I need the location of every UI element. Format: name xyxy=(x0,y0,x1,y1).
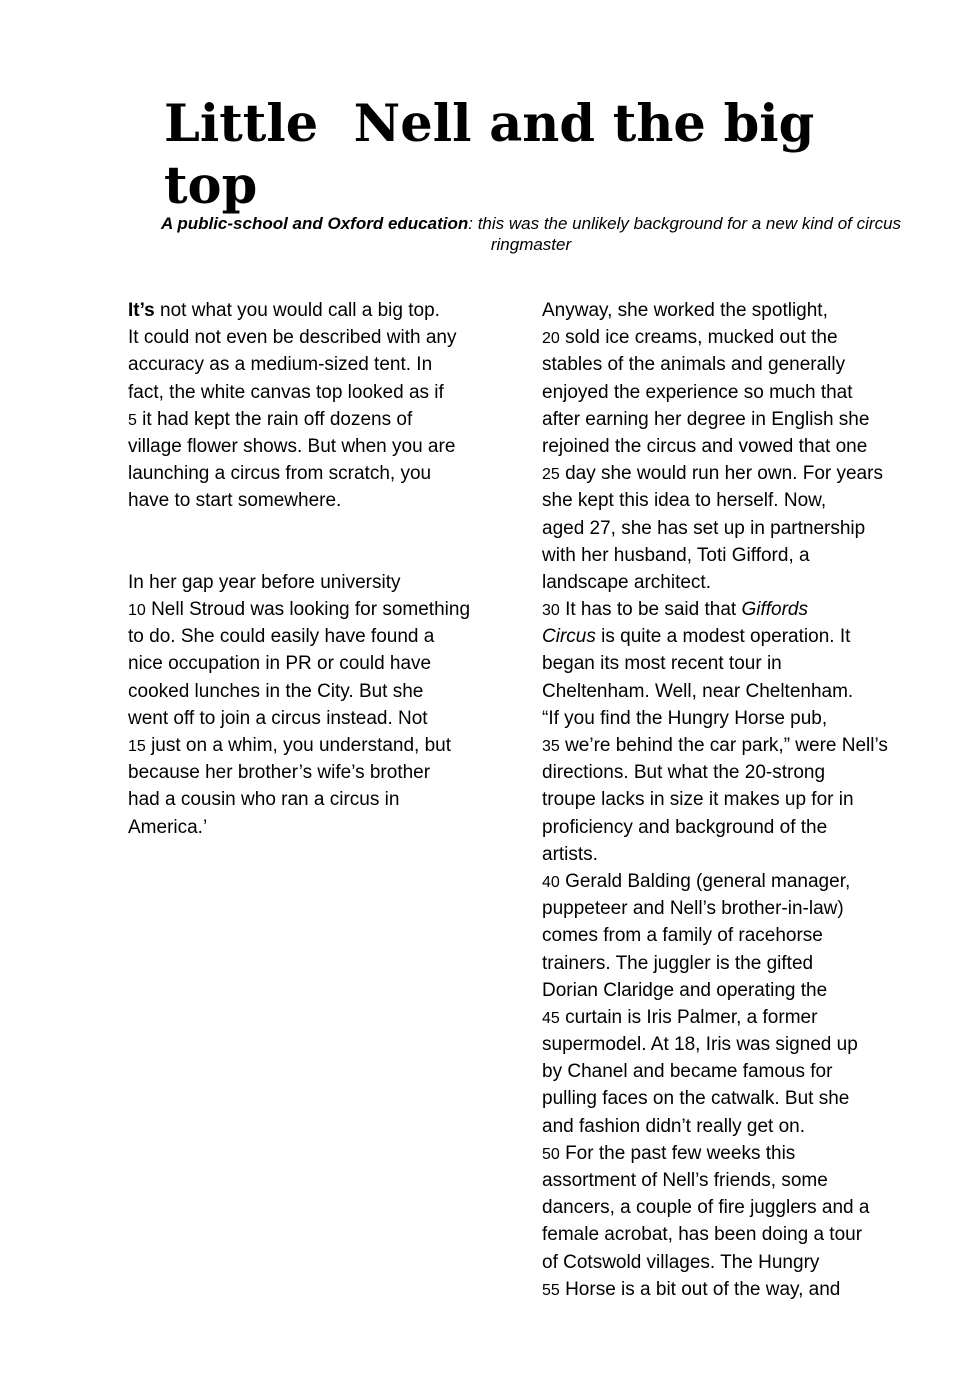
text-line xyxy=(542,596,942,623)
line-text: nice occupation in PR or could have xyxy=(128,653,432,675)
line-text: assortment of Nell’s friends, some xyxy=(542,1170,828,1191)
text-line xyxy=(542,297,942,324)
text-line xyxy=(128,487,498,514)
line-text: began its most recent tour in xyxy=(542,653,782,675)
text-line xyxy=(542,922,942,949)
italic-text: Circus xyxy=(542,626,596,648)
left-column xyxy=(128,297,498,841)
line-text: artists. xyxy=(542,843,598,865)
text-line xyxy=(542,868,942,895)
line-text: we’re behind the car park,” were Nell’s xyxy=(559,735,888,756)
text-line xyxy=(542,623,942,650)
right-column xyxy=(542,297,942,1303)
line-text: dancers, a couple of fire jugglers and a xyxy=(542,1197,870,1219)
line-text: to do. She could easily have found a xyxy=(128,626,435,648)
line-text: went off to join a circus instead. Not xyxy=(128,707,428,729)
line-text: “If you find the Hungry Horse pub, xyxy=(542,707,828,729)
line-text: Gerald Balding (general manager, xyxy=(559,870,851,892)
line-text: is quite a modest operation. It xyxy=(595,626,851,648)
text-line xyxy=(542,324,942,351)
text-line xyxy=(128,460,498,487)
line-text: Dorian Claridge and operating the xyxy=(542,979,828,1001)
lead-word: It’s xyxy=(128,300,155,321)
line-text: In her gap year before university xyxy=(128,571,401,593)
text-line xyxy=(542,1140,942,1167)
line-text: Horse is a bit out of the way, and xyxy=(559,1278,841,1300)
line-text: cooked lunches in the City. But she xyxy=(128,680,424,702)
text-line xyxy=(542,1085,942,1112)
line-text: by Chanel and became famous for xyxy=(542,1061,833,1083)
line-text: troupe lacks in size it makes up for in xyxy=(542,789,854,811)
text-line xyxy=(128,623,498,650)
line-text: because her brother’s wife’s brother xyxy=(128,762,431,784)
text-line xyxy=(542,759,942,786)
text-line xyxy=(542,433,942,460)
text-line xyxy=(542,1031,942,1058)
text-line xyxy=(128,569,498,596)
line-text: trainers. The juggler is the gifted xyxy=(542,952,814,974)
line-number: 25 xyxy=(542,466,560,484)
line-text: Cheltenham. Well, near Cheltenham. xyxy=(542,680,854,702)
text-line xyxy=(542,1221,942,1248)
line-text: launching a circus from scratch, you xyxy=(128,463,432,485)
subtitle-rest: : this was the unlikely background for a new kind of circus ringmaster xyxy=(468,214,902,254)
line-text: had a cousin who ran a circus in xyxy=(128,789,400,811)
line-number: 35 xyxy=(542,738,560,755)
line-text: directions. But what the 20-strong xyxy=(542,762,826,784)
text-line xyxy=(542,487,942,514)
paragraph-gap xyxy=(128,515,498,569)
text-line xyxy=(542,406,942,433)
text-line xyxy=(128,297,498,324)
text-line xyxy=(542,1113,942,1140)
text-line xyxy=(128,650,498,677)
line-text: have to start somewhere. xyxy=(128,490,342,512)
line-number: 40 xyxy=(542,873,560,891)
text-line xyxy=(128,759,498,786)
line-text: Anyway, she worked the spotlight, xyxy=(542,300,828,321)
line-text: It has to be said that xyxy=(559,599,742,621)
line-text: It could not even be described with any xyxy=(128,327,457,349)
line-text: fact, the white canvas top looked as if xyxy=(128,381,444,403)
text-line xyxy=(128,814,498,841)
text-line xyxy=(128,324,498,351)
text-line xyxy=(542,705,942,732)
line-number: 20 xyxy=(542,330,560,348)
line-text: it had kept the rain off dozens of xyxy=(136,408,413,430)
line-text: and fashion didn’t really get on. xyxy=(542,1115,806,1137)
line-number: 15 xyxy=(128,738,146,756)
text-line xyxy=(542,515,942,542)
text-line xyxy=(128,705,498,732)
text-line xyxy=(542,1167,942,1194)
text-line xyxy=(542,569,942,596)
text-line xyxy=(542,460,942,487)
text-line xyxy=(542,950,942,977)
line-text: just on a whim, you understand, but xyxy=(145,735,452,757)
line-text: aged 27, she has set up in partnership xyxy=(542,517,866,539)
text-line xyxy=(128,351,498,378)
text-line xyxy=(542,841,942,868)
line-text: sold ice creams, mucked out the xyxy=(559,327,838,349)
line-text: puppeteer and Nell’s brother-in-law) xyxy=(542,898,844,920)
line-text: curtain is Iris Palmer, a former xyxy=(559,1006,818,1028)
line-number: 30 xyxy=(542,602,560,620)
line-text: day she would run her own. For years xyxy=(559,463,883,485)
line-text: female acrobat, has been doing a tour xyxy=(542,1224,863,1246)
text-line xyxy=(128,678,498,705)
line-number: 55 xyxy=(542,1281,560,1299)
text-line xyxy=(128,379,498,406)
line-text: For the past few weeks this xyxy=(559,1142,796,1164)
line-text: not what you would call a big top. xyxy=(154,300,440,321)
text-line xyxy=(542,1194,942,1221)
text-line xyxy=(542,542,942,569)
line-text: village flower shows. But when you are xyxy=(128,435,456,457)
text-line xyxy=(542,895,942,922)
line-text: with her husband, Toti Gifford, a xyxy=(542,544,810,566)
text-line xyxy=(128,732,498,759)
text-line xyxy=(128,406,498,433)
line-text: she kept this idea to herself. Now, xyxy=(542,490,827,512)
text-line xyxy=(542,351,942,378)
line-text: landscape architect. xyxy=(542,571,711,593)
subtitle-bold: A public-school and Oxford education xyxy=(160,214,469,233)
text-line xyxy=(128,786,498,813)
line-text: enjoyed the experience so much that xyxy=(542,381,853,403)
text-line xyxy=(542,650,942,677)
text-line xyxy=(542,379,942,406)
line-text: stables of the animals and generally xyxy=(542,354,846,376)
text-line xyxy=(542,1058,942,1085)
line-text: accuracy as a medium-sized tent. In xyxy=(128,354,433,376)
text-line xyxy=(542,814,942,841)
text-line xyxy=(128,596,498,623)
text-line xyxy=(542,786,942,813)
text-line xyxy=(128,433,498,460)
text-line xyxy=(542,1249,942,1276)
text-line xyxy=(542,977,942,1004)
line-text: pulling faces on the catwalk. But she xyxy=(542,1088,850,1110)
article-subtitle xyxy=(160,213,902,255)
line-text: of Cotswold villages. The Hungry xyxy=(542,1251,820,1273)
line-number: 45 xyxy=(542,1009,560,1027)
line-text: proficiency and background of the xyxy=(542,816,828,838)
line-number: 10 xyxy=(128,602,146,620)
line-number: 50 xyxy=(542,1145,560,1163)
line-text: comes from a family of racehorse xyxy=(542,925,823,947)
line-text: rejoined the circus and vowed that one xyxy=(542,435,868,457)
text-line xyxy=(542,732,942,759)
text-line xyxy=(542,678,942,705)
line-text: America.’ xyxy=(128,816,208,838)
text-line xyxy=(542,1004,942,1031)
article-title: Little Nell and the big top xyxy=(164,94,833,216)
line-text: supermodel. At 18, Iris was signed up xyxy=(542,1034,858,1056)
italic-text: Giffords xyxy=(741,599,808,621)
line-text: after earning her degree in English she xyxy=(542,408,870,430)
line-text: Nell Stroud was looking for something xyxy=(145,599,471,621)
text-line xyxy=(542,1276,942,1303)
line-number: 5 xyxy=(128,411,137,429)
